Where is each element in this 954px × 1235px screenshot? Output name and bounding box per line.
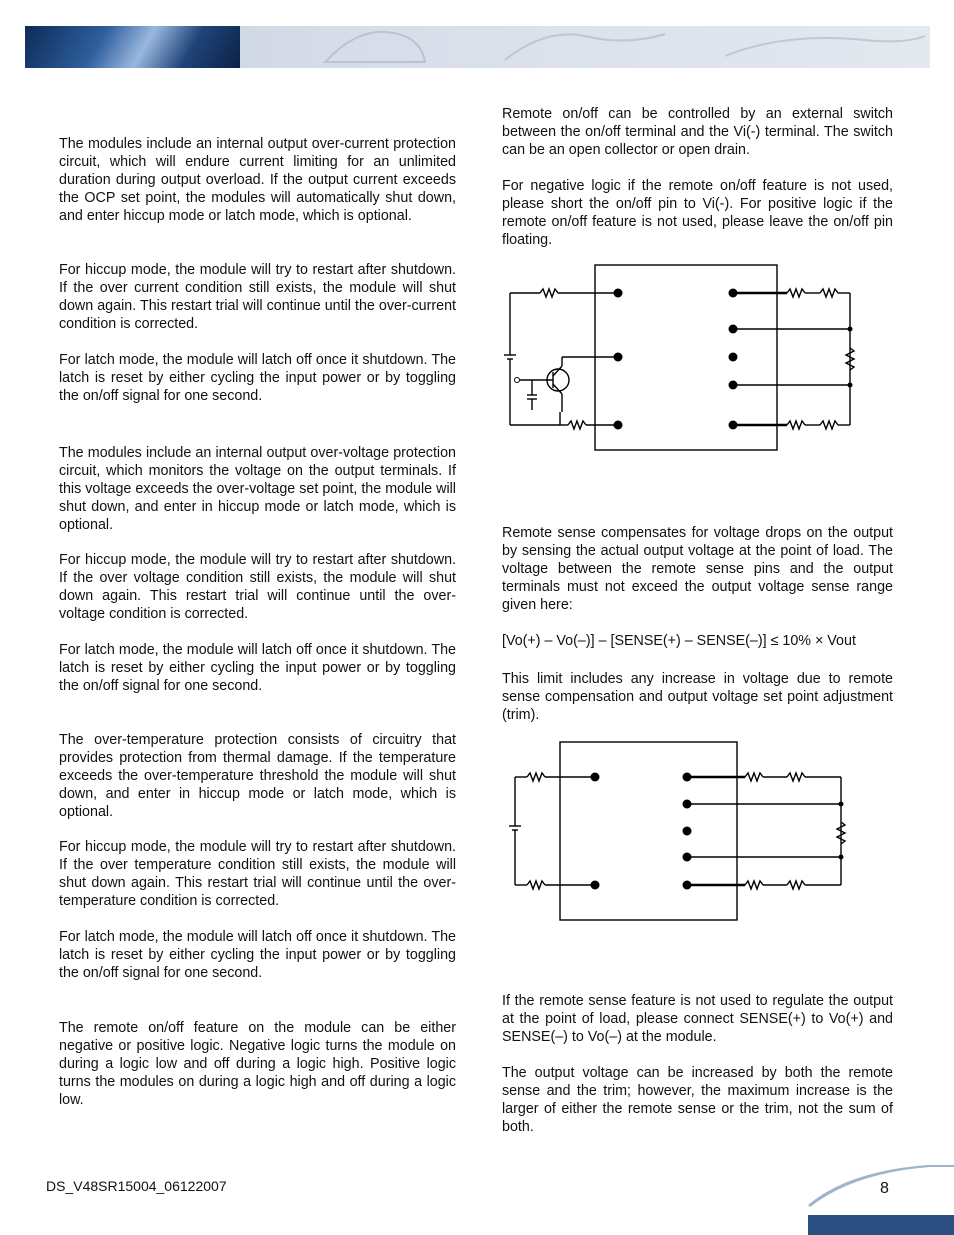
document-code: DS_V48SR15004_06122007 — [46, 1178, 227, 1194]
ovp-description: The modules include an internal output over-voltage protection circuit, which monitors the voltage on the output terminals. If this voltage exceeds the over-voltage set point, the module will shut down, and enter in hiccup mode or latch mode, which is optional. — [59, 445, 456, 533]
remote-onoff-circuit-diagram — [500, 260, 860, 456]
remote-sense-limit: This limit includes any increase in voltage due to remote sense compensation and output voltage set point adjustment (trim). — [502, 671, 893, 723]
otp-hiccup-mode: For hiccup mode, the module will try to restart after shutdown. If the over temperature condition still exists, the module will shut down again. This restart trial will continue until the over-temperature condition is corrected. — [59, 839, 456, 909]
remote-onoff-description: The remote on/off feature on the module can be either negative or positive logic. Negative logic turns the module on during a logic low and off during a logic high. Positive logic turns the modules on during a logic high and off during a logic low. — [59, 1020, 456, 1108]
ovp-hiccup-mode: For hiccup mode, the module will try to restart after shutdown. If the over voltage condition still exists, the module will shut down again. This restart trial will continue until the over-voltage condition is corrected. — [59, 552, 456, 622]
ocp-latch-mode: For latch mode, the module will latch off once it shutdown. The latch is reset by either cycling the input power or by toggling the on/off signal for one second. — [59, 352, 456, 404]
remote-onoff-unused: For negative logic if the remote on/off feature is not used, please short the on/off pin to Vi(-). For positive logic if the remote on/off feature is not used, please leave the on/off pin floating. — [502, 178, 893, 248]
ocp-description: The modules include an internal output over-current protection circuit, which will endure current limiting for an unlimited duration during output overload. If the output current exceeds the OCP set point, the modules will automatically shut down, and enter hiccup mode or latch mode, which is optional. — [59, 136, 456, 224]
otp-latch-mode: For latch mode, the module will latch off once it shutdown. The latch is reset by either cycling the input power or by toggling the on/off signal for one second. — [59, 929, 456, 981]
header-banner — [25, 26, 930, 68]
otp-description: The over-temperature protection consists of circuitry that provides protection from thermal damage. If the temperature exceeds the over-temperature threshold the module will shut down, and enter in hiccup mode or latch mode, which is optional. — [59, 732, 456, 820]
ovp-latch-mode: For latch mode, the module will latch off once it shutdown. The latch is reset by either cycling the input power or by toggling the on/off signal for one second. — [59, 642, 456, 694]
ocp-hiccup-mode: For hiccup mode, the module will try to restart after shutdown. If the over current condition still exists, the module will shut down again. This restart trial will continue until the over-current condition is corrected. — [59, 262, 456, 332]
banner-watermark-shapes — [25, 26, 930, 68]
page-number: 8 — [880, 1180, 889, 1197]
remote-onoff-switch: Remote on/off can be controlled by an external switch between the on/off terminal and the Vi(-) terminal. The switch can be an open collector or open drain. — [502, 106, 893, 158]
footer-corner-graphic — [808, 1163, 954, 1235]
remote-sense-unused: If the remote sense feature is not used to regulate the output at the point of load, please connect SENSE(+) to Vo(+) and SENSE(–) to Vo(–) at the module. — [502, 993, 893, 1045]
remote-sense-trim-note: The output voltage can be increased by both the remote sense and the trim; however, the maximum increase is the larger of either the remote sense or the trim, not the sum of both. — [502, 1065, 893, 1135]
remote-sense-circuit-diagram — [505, 738, 850, 923]
remote-sense-description: Remote sense compensates for voltage drops on the output by sensing the actual output voltage at the point of load. The voltage between the remote sense pins and the output terminals must not exceed the output voltage sense range given here: — [502, 525, 893, 613]
remote-sense-formula: [Vo(+) – Vo(–)] – [SENSE(+) – SENSE(–)] ≤ 10% × Vout — [502, 633, 856, 649]
